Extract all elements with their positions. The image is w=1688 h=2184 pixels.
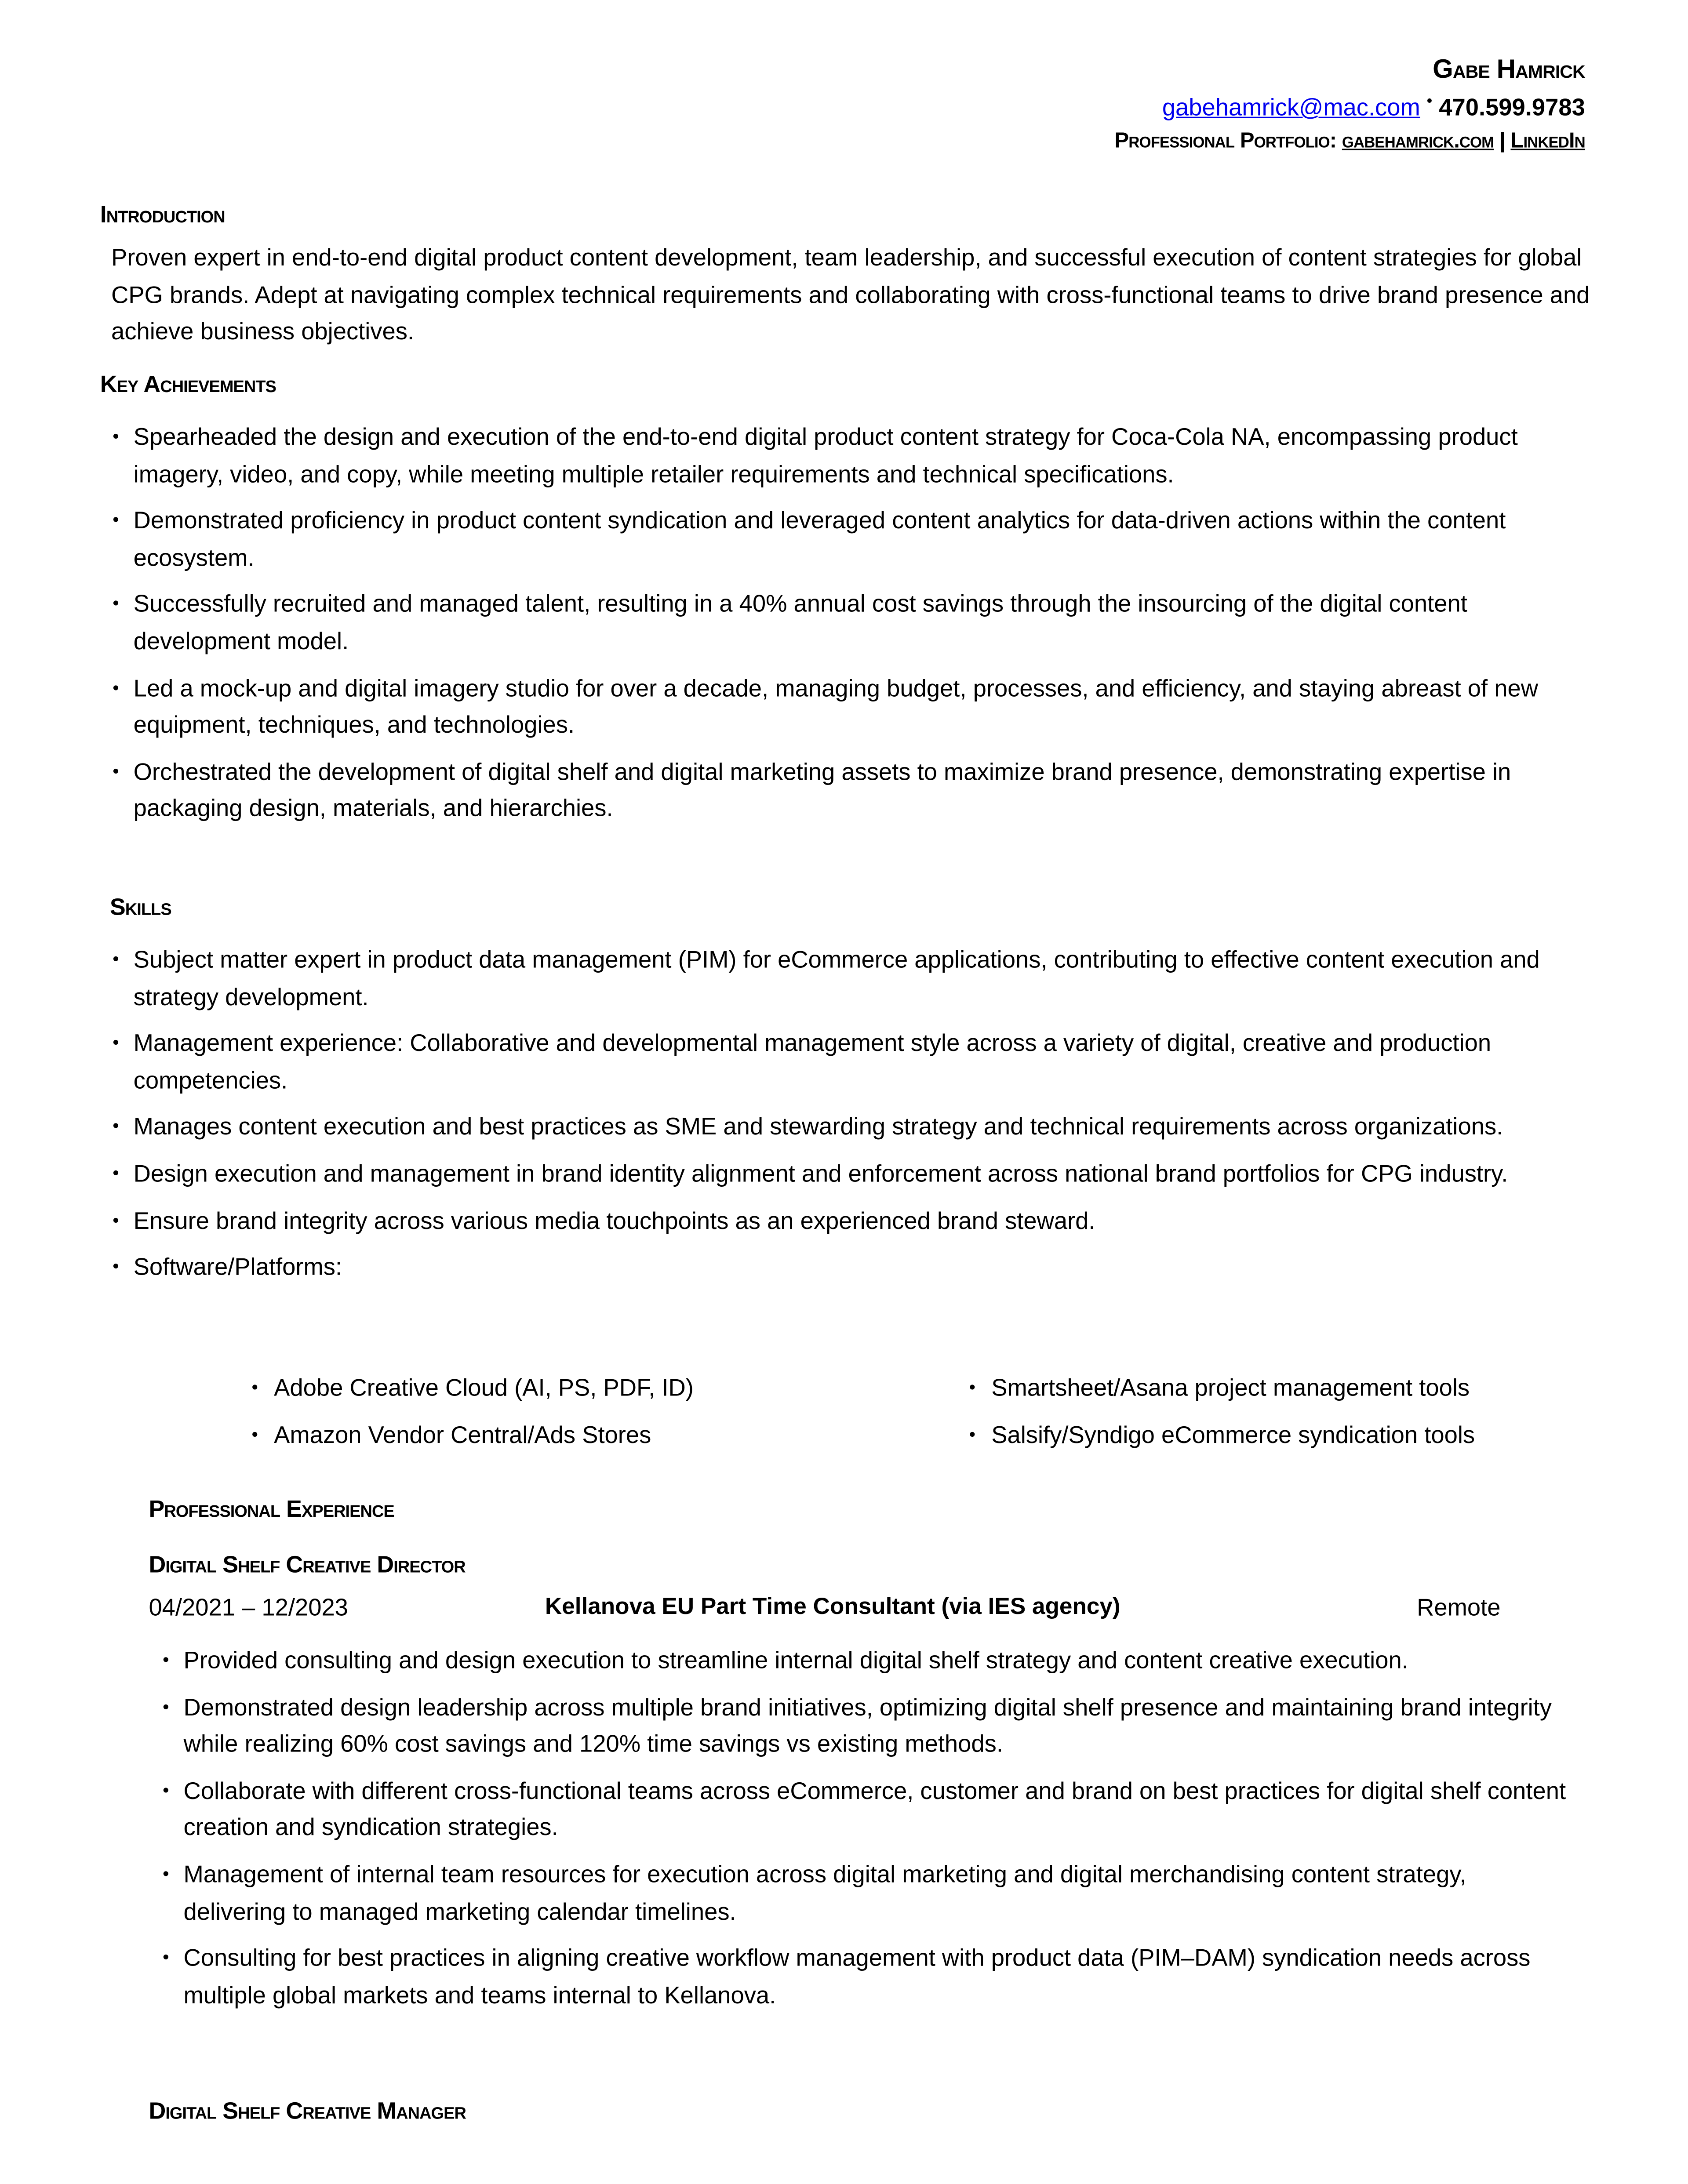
- list-item: • Spearheaded the design and execution of the end-to-end digital product content strategy for Coca-Cola NA, encompassing product imagery, video, and copy, while meeting multiple retailer requirements and technical specifications.: [134, 418, 1601, 492]
- portfolio-link[interactable]: gabehamrick.com: [1342, 129, 1494, 153]
- job-company: Kellanova EU Part Time Consultant (via IES agency): [545, 1593, 1120, 1620]
- bullet-icon: •: [969, 1376, 976, 1397]
- job-dates: 04/2021 – 12/2023: [149, 1593, 348, 1621]
- bullet-icon: •: [113, 1209, 119, 1230]
- list-item: • Demonstrated design leadership across multiple brand initiatives, optimizing digital shelf presence and maintaining brand integrity while realizing 60% cost savings and 120% time savings vs existing methods.: [184, 1689, 1574, 1762]
- job-title: Digital Shelf Creative Director: [149, 1551, 466, 1578]
- list-item: • Design execution and management in brand identity alignment and enforcement across national brand portfolios for CPG industry.: [134, 1155, 1601, 1192]
- pipe-separator: |: [1499, 129, 1505, 153]
- job-title: Digital Shelf Creative Manager: [149, 2097, 466, 2125]
- bullet-icon: •: [163, 1779, 169, 1800]
- list-item: • Provided consulting and design execution to streamline internal digital shelf strategy and content creative execution.: [184, 1642, 1574, 1679]
- software-list-left: [251, 1370, 941, 1463]
- list-item: • Orchestrated the development of digital shelf and digital marketing assets to maximize brand presence, demonstrating expertise in packaging design, materials, and hierarchies.: [134, 753, 1601, 827]
- skills-list: [113, 941, 1601, 1295]
- list-item: • Salsify/Syndigo eCommerce syndication tools: [991, 1416, 1631, 1453]
- list-item: • Consulting for best practices in aligning creative workflow management with product data (PIM–DAM) syndication needs across multiple global markets and teams internal to Kellanova.: [184, 1940, 1574, 2013]
- bullet-icon: •: [113, 509, 119, 530]
- experience-heading: Professional Experience: [149, 1496, 394, 1523]
- job-location: Remote: [1417, 1593, 1501, 1621]
- bullet-icon: •: [163, 1649, 169, 1670]
- bullet-icon: •: [113, 1255, 119, 1277]
- separator-dot: •: [1426, 93, 1433, 110]
- bullet-icon: •: [113, 1032, 119, 1053]
- skills-heading: Skills: [109, 894, 171, 920]
- bullet-icon: •: [163, 1695, 169, 1717]
- achievements-heading: Key Achievements: [100, 371, 276, 398]
- introduction-text: Proven expert in end-to-end digital product content development, team leadership, and successful execution of content strategies for global CPG brands. Adept at navigating complex technical requirements and collaborating with cross-functional teams to drive brand presence and achieve business objectives.: [111, 243, 1590, 345]
- achievements-list: [113, 418, 1601, 837]
- portfolio-line: [1115, 129, 1585, 154]
- list-item: • Management experience: Collaborative and developmental management style across a variety of digital, creative and production competencies.: [134, 1025, 1601, 1099]
- list-item: • Smartsheet/Asana project management tools: [991, 1370, 1631, 1406]
- bullet-icon: •: [969, 1423, 976, 1444]
- list-item: • Adobe Creative Cloud (AI, PS, PDF, ID): [274, 1370, 941, 1406]
- phone-number: 470.599.9783: [1439, 93, 1585, 121]
- list-item: • Amazon Vendor Central/Ads Stores: [274, 1416, 941, 1453]
- job-bullets: [163, 1642, 1574, 2024]
- list-item: • Successfully recruited and managed talent, resulting in a 40% annual cost savings through the insourcing of the digital content development model.: [134, 586, 1601, 660]
- list-item: • Management of internal team resources for execution across digital marketing and digital merchandising content strategy, delivering to managed marketing calendar timelines.: [184, 1856, 1574, 1930]
- bullet-icon: •: [113, 592, 119, 614]
- linkedin-link[interactable]: LinkedIn: [1510, 129, 1585, 153]
- bullet-icon: •: [113, 425, 119, 447]
- list-item: • Ensure brand integrity across various media touchpoints as an experienced brand steward.: [134, 1202, 1601, 1239]
- bullet-icon: •: [163, 1946, 169, 1968]
- bullet-icon: •: [113, 760, 119, 781]
- list-item: • Manages content execution and best practices as SME and stewarding strategy and technical requirements across organizations.: [134, 1108, 1601, 1145]
- list-item: • Software/Platforms:: [134, 1249, 1601, 1286]
- bullet-icon: •: [251, 1376, 258, 1397]
- list-item: • Collaborate with different cross-functional teams across eCommerce, customer and brand on best practices for digital shelf content creation and syndication strategies.: [184, 1772, 1574, 1846]
- bullet-icon: •: [113, 1115, 119, 1137]
- list-item: • Demonstrated proficiency in product content syndication and leveraged content analytics for data-driven actions within the content ecosystem.: [134, 502, 1601, 576]
- bullet-icon: •: [113, 948, 119, 969]
- portfolio-label: Professional Portfolio:: [1114, 129, 1337, 153]
- introduction-heading: Introduction: [100, 201, 225, 228]
- email-link[interactable]: gabehamrick@mac.com: [1162, 93, 1420, 121]
- software-list-right: [969, 1370, 1631, 1463]
- bullet-icon: •: [113, 676, 119, 698]
- candidate-name: Gabe Hamrick: [1433, 55, 1585, 85]
- bullet-icon: •: [113, 1162, 119, 1183]
- bullet-icon: •: [163, 1863, 169, 1884]
- bullet-icon: •: [251, 1423, 258, 1444]
- list-item: • Subject matter expert in product data management (PIM) for eCommerce applications, contributing to effective content execution and strategy development.: [134, 941, 1601, 1015]
- list-item: • Led a mock-up and digital imagery studio for over a decade, managing budget, processes, and efficiency, and staying abreast of new equipment, techniques, and technologies.: [134, 669, 1601, 743]
- contact-line: [1162, 93, 1585, 122]
